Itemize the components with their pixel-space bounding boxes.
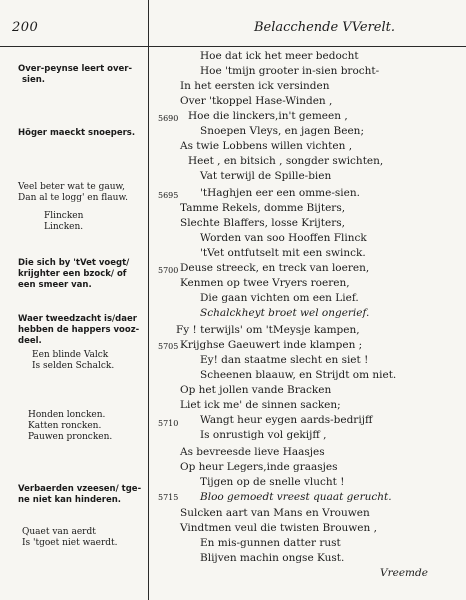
margin-note-line: Flincken — [44, 211, 84, 221]
verse-line: As twie Lobbens willen vichten , — [180, 140, 353, 152]
margin-note — [18, 314, 139, 347]
verse-line: As bevreesde lieve Haasjes — [180, 446, 325, 458]
margin-note-line: Die sich by 'tVet voegt/ — [18, 258, 130, 268]
margin-note-line: Dan al te logg' en flauw. — [18, 193, 128, 203]
margin-note — [18, 182, 128, 204]
verse-line: Deuse streeck, en treck van loeren, — [180, 262, 370, 274]
verse-line: Snoepen Vleys, en jagen Been; — [200, 125, 364, 137]
verse-line: In het eersten ick versinden — [180, 80, 330, 92]
verse-line: Schalckheyt broet wel ongerief. — [200, 307, 370, 319]
margin-note — [32, 350, 114, 372]
margin-note-line: een smeer van. — [18, 280, 92, 290]
verse-line: Sulcken aart van Mans en Vrouwen — [180, 507, 370, 519]
verse-line: Is onrustigh vol gekijff , — [200, 429, 327, 441]
margin-note-line: Veel beter wat te gauw, — [18, 182, 126, 192]
verse-line: Ey! dan staatme slecht en siet ! — [200, 354, 369, 366]
verse-column — [150, 0, 466, 600]
verse-line: Over 'tkoppel Hase-Winden , — [180, 95, 333, 107]
verse-line: Heet , en bitsich , songder swichten, — [188, 155, 384, 167]
line-number: 5705 — [158, 342, 179, 351]
line-number: 5710 — [158, 419, 179, 428]
running-head: Belacchende VVerelt. — [254, 20, 396, 35]
margin-note-line: deel. — [18, 336, 42, 346]
margin-note — [18, 128, 135, 139]
margin-note-line: Honden loncken. — [28, 410, 106, 420]
verse-line: Scheenen blaauw, en Strijdt om niet. — [200, 369, 397, 381]
verse-line: Blijven machin ongse Kust. — [200, 552, 345, 564]
margin-note-line: Lincken. — [44, 222, 84, 232]
verse-line: Hoe dat ick het meer bedocht — [200, 50, 359, 62]
margin-note-line: Waer tweedzacht is/daer — [18, 314, 137, 324]
verse-line: 'tHaghjen eer een omme-sien. — [200, 187, 360, 199]
margin-note — [18, 64, 132, 86]
verse-line: Kenmen op twee Vryers roeren, — [180, 277, 350, 289]
margin-note-line: hebben de happers vooz- — [18, 325, 140, 335]
verse-line: Tamme Rekels, domme Bijters, — [180, 202, 346, 214]
page-number: 200 — [12, 20, 39, 35]
verse-line: Vat terwijl de Spille-bien — [200, 170, 332, 182]
verse-line: Bloo gemoedt vreest quaat gerucht. — [200, 491, 392, 503]
catchword: Vreemde — [380, 567, 428, 579]
margin-note-line: Verbaerden vzeesen/ tge- — [18, 484, 142, 494]
verse-line: Die gaan vichten om een Lief. — [200, 292, 359, 304]
margin-note — [44, 211, 83, 233]
margin-notes-column — [0, 0, 148, 600]
verse-line: En mis-gunnen datter rust — [200, 537, 341, 549]
verse-line: Op het jollen vande Bracken — [180, 384, 332, 396]
margin-note-line: Quaet van aerdt — [22, 527, 96, 537]
line-number: 5715 — [158, 493, 179, 502]
margin-note-line: Is selden Schalck. — [32, 361, 115, 371]
verse-line: Hoe 'tmijn grooter in-sien brocht- — [200, 65, 380, 77]
margin-note-line: Pauwen proncken. — [28, 432, 113, 442]
margin-note-line: Katten roncken. — [28, 421, 102, 431]
margin-note-line: krijghter een bzock/ of — [18, 269, 127, 279]
verse-line: Op heur Legers,inde graasjes — [180, 461, 338, 473]
verse-line: Hoe die linckers,in't gemeen , — [188, 110, 348, 122]
verse-line: Fy ! terwijls' om 'tMeysje kampen, — [176, 324, 360, 336]
margin-note-line: Over-peynse leert over- — [18, 64, 132, 74]
margin-note — [22, 527, 118, 549]
margin-note — [18, 258, 129, 291]
line-number: 5695 — [158, 191, 179, 200]
margin-note-line: ne niet kan hinderen. — [18, 495, 122, 505]
margin-note — [28, 410, 112, 443]
verse-line: Slechte Blaffers, losse Krijters, — [180, 217, 345, 229]
margin-note-line: sien. — [22, 75, 46, 85]
verse-line: Liet ick me' de sinnen sacken; — [180, 399, 341, 411]
margin-note — [18, 484, 141, 506]
verse-line: Worden van soo Hooffen Flinck — [200, 232, 367, 244]
margin-note-line: Is 'tgoet niet waerdt. — [22, 538, 118, 548]
verse-line: Krijghse Gaeuwert inde klampen ; — [180, 339, 363, 351]
verse-line: 'tVet ontfutselt mit een swinck. — [200, 247, 366, 259]
column-rule — [148, 0, 149, 600]
line-number: 5690 — [158, 114, 179, 123]
verse-line: Tijgen op de snelle vlucht ! — [200, 476, 345, 488]
verse-line: Wangt heur eygen aards-bedrijff — [200, 414, 373, 426]
margin-note-line: Een blinde Valck — [32, 350, 109, 360]
verse-line: Vindtmen veul die twisten Brouwen , — [180, 522, 377, 534]
margin-note-line: Höger maeckt snoepers. — [18, 128, 136, 138]
line-number: 5700 — [158, 266, 179, 275]
